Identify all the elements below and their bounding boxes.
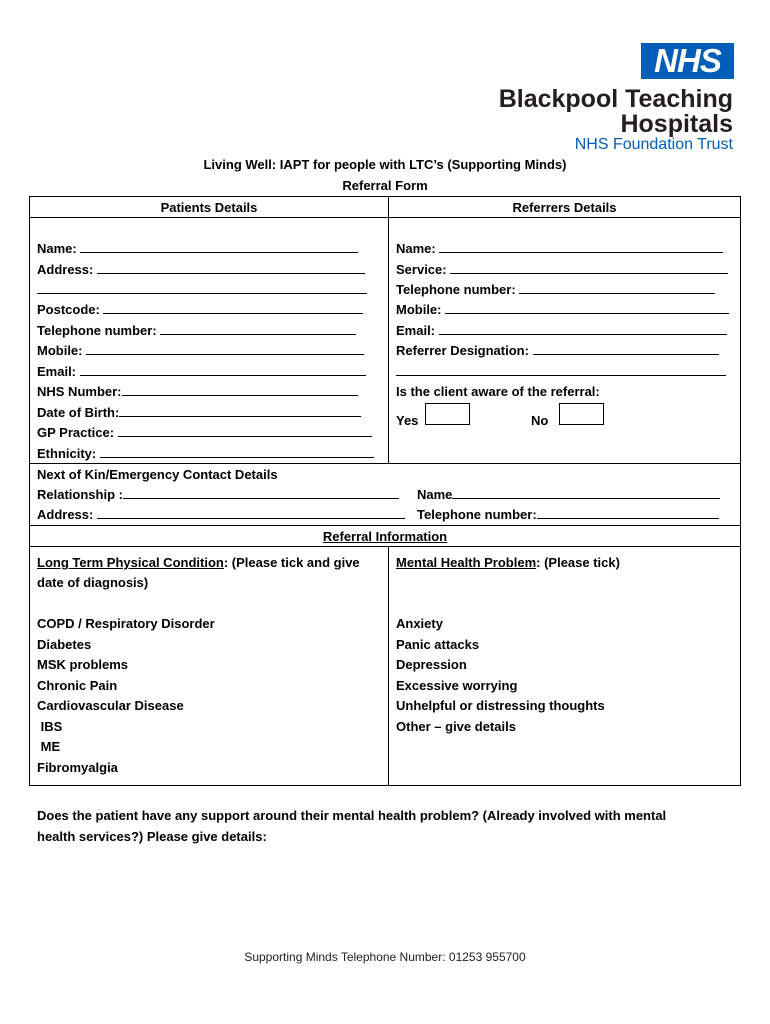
referrer-mobile-field[interactable]: Mobile: [396, 302, 729, 318]
kin-header: Next of Kin/Emergency Contact Details [37, 467, 278, 482]
referrer-name-field[interactable]: Name: [396, 241, 723, 257]
kin-divider [29, 525, 741, 526]
patient-address-field[interactable]: Address: [37, 262, 365, 278]
patient-mobile-field[interactable]: Mobile: [37, 343, 364, 359]
table-border-left [29, 196, 30, 786]
yes-checkbox[interactable] [425, 403, 470, 425]
mh-item[interactable]: Depression [396, 657, 467, 672]
patient-gp-practice-field[interactable]: GP Practice: [37, 425, 372, 441]
ltc-item[interactable]: IBS [37, 719, 63, 734]
referrer-service-field[interactable]: Service: [396, 262, 728, 278]
referrer-designation-field[interactable]: Referrer Designation: [396, 343, 719, 359]
footer-telephone: Supporting Minds Telephone Number: 01253 955700 [244, 950, 526, 964]
kin-address-field[interactable]: Address: [37, 507, 405, 523]
org-name-line2: Hospitals [620, 110, 733, 138]
details-column-divider [388, 196, 389, 464]
nhs-logo: NHS [641, 43, 734, 79]
mh-heading: Mental Health Problem: (Please tick) [396, 555, 620, 570]
kin-relationship-field[interactable]: Relationship : [37, 487, 399, 503]
support-question-line2: health services?) Please give details: [37, 829, 267, 844]
table-border-bottom [29, 785, 741, 786]
referral-information-header: Referral Information [322, 529, 448, 544]
referrer-designation-line2[interactable] [396, 364, 726, 380]
referral-divider [29, 546, 741, 547]
trust-name: NHS Foundation Trust [574, 136, 733, 153]
form-subtitle: Referral Form [342, 178, 428, 193]
ltc-item[interactable]: Cardiovascular Disease [37, 698, 184, 713]
yes-label: Yes [396, 413, 419, 428]
mh-item[interactable]: Panic attacks [396, 637, 480, 652]
ltc-item[interactable]: Diabetes [37, 637, 92, 652]
mh-item[interactable]: Anxiety [396, 616, 443, 631]
referrers-details-header: Referrers Details [512, 200, 617, 215]
details-divider [29, 463, 741, 464]
patient-address-line2[interactable] [37, 282, 367, 298]
patients-details-header: Patients Details [160, 200, 258, 215]
form-title: Living Well: IAPT for people with LTC’s (Supporting Minds) [203, 157, 567, 172]
org-name-line1: Blackpool Teaching [498, 85, 733, 113]
ltc-heading: Long Term Physical Condition: (Please tick and give [37, 555, 360, 570]
patient-ethnicity-field[interactable]: Ethnicity: [37, 446, 374, 462]
ltc-instruction-line2: date of diagnosis) [37, 575, 149, 590]
support-question-line1: Does the patient have any support around their mental health problem? (Already involved with mental [37, 808, 667, 823]
table-border-right [740, 196, 741, 786]
header-divider [29, 217, 741, 218]
mh-item[interactable]: Unhelpful or distressing thoughts [396, 698, 605, 713]
patient-name-field[interactable]: Name: [37, 241, 358, 257]
client-aware-question: Is the client aware of the referral: [396, 384, 600, 399]
patient-telephone-field[interactable]: Telephone number: [37, 323, 356, 339]
patient-dob-field[interactable]: Date of Birth: [37, 405, 361, 421]
mh-item[interactable]: Other – give details [396, 719, 516, 734]
no-label: No [531, 413, 549, 428]
patient-email-field[interactable]: Email: [37, 364, 366, 380]
patient-nhs-number-field[interactable]: NHS Number: [37, 384, 358, 400]
ltc-item[interactable]: COPD / Respiratory Disorder [37, 616, 215, 631]
referrer-email-field[interactable]: Email: [396, 323, 727, 339]
no-checkbox[interactable] [559, 403, 604, 425]
ltc-item[interactable]: Fibromyalgia [37, 760, 118, 775]
table-border-top [29, 196, 741, 197]
referral-column-divider [388, 546, 389, 786]
kin-name-field[interactable]: Name [417, 487, 720, 503]
kin-telephone-field[interactable]: Telephone number: [417, 507, 719, 523]
mh-item[interactable]: Excessive worrying [396, 678, 518, 693]
ltc-item[interactable]: ME [37, 739, 61, 754]
patient-postcode-field[interactable]: Postcode: [37, 302, 363, 318]
ltc-item[interactable]: MSK problems [37, 657, 129, 672]
referrer-telephone-field[interactable]: Telephone number: [396, 282, 715, 298]
ltc-item[interactable]: Chronic Pain [37, 678, 118, 693]
